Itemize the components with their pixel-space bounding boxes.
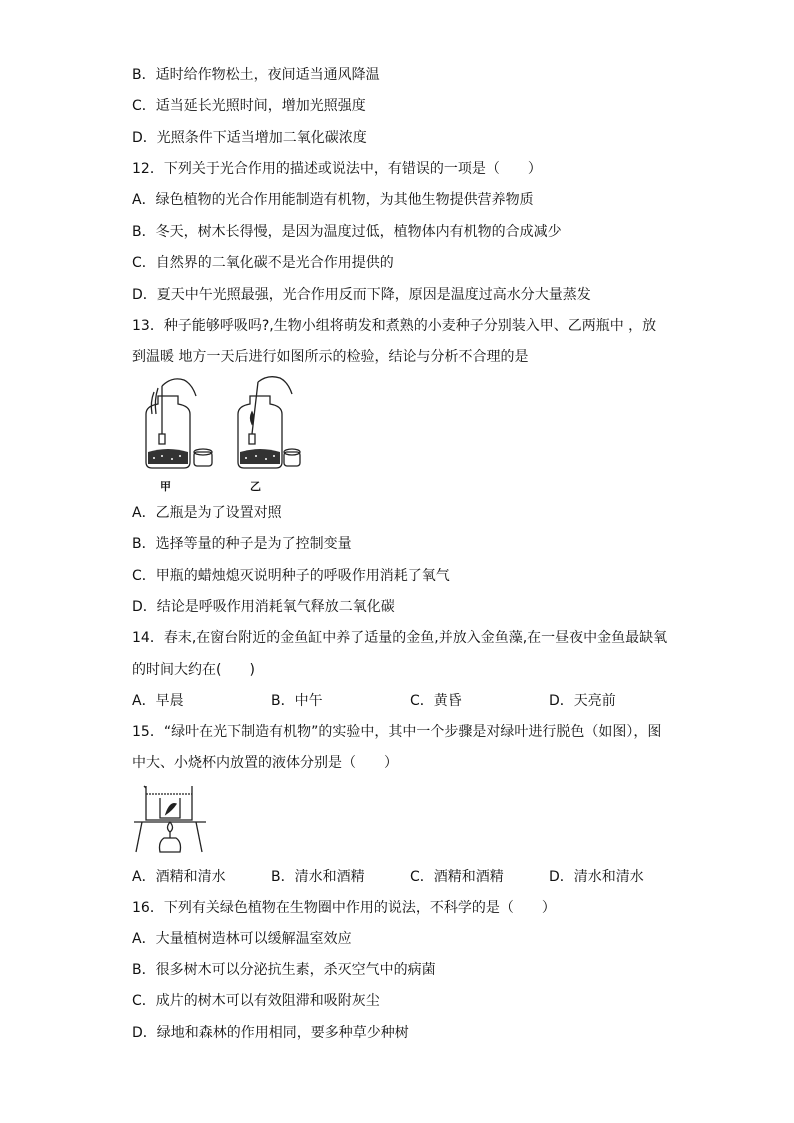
q14-stem-line1: 14．春末,在窗台附近的金鱼缸中养了适量的金鱼,并放入金鱼藻,在一昼夜中金鱼最缺氧 (132, 630, 668, 646)
q11-option-c: C．适当延长光照时间，增加光照强度 (132, 98, 366, 114)
q13-option-d: D．结论是呼吸作用消耗氧气释放二氧化碳 (132, 599, 395, 615)
bottle-jia (146, 379, 212, 468)
q16-option-c: C．成片的树木可以有效阻滞和吸附灰尘 (132, 993, 380, 1009)
q15-figure (132, 782, 212, 854)
q14-option-a: A．早晨 (132, 693, 184, 709)
q13-option-a: A．乙瓶是为了设置对照 (132, 505, 282, 521)
q11-option-b: B．适时给作物松土，夜间适当通风降温 (132, 67, 380, 83)
q15-option-b: B．清水和酒精 (271, 869, 365, 885)
q16-option-a: A．大量植树造林可以缓解温室效应 (132, 931, 352, 947)
q14-options (132, 691, 692, 711)
q15-option-d: D．清水和清水 (549, 869, 644, 885)
q12-stem: 12．下列关于光合作用的描述或说法中，有错误的一项是（ ） (132, 161, 542, 177)
q14-stem-line2: 的时间大约在( ) (132, 662, 255, 678)
q16-option-b: B．很多树木可以分泌抗生素，杀灭空气中的病菌 (132, 962, 436, 978)
q12-option-b: B．冬天，树木长得慢，是因为温度过低，植物体内有机物的合成减少 (132, 224, 562, 240)
q13-stem-line2: 到温暖 地方一天后进行如图所示的检验，结论与分析不合理的是 (132, 349, 529, 365)
decolor-beakers-illustration (132, 782, 212, 854)
q14-option-d: D．天亮前 (549, 693, 616, 709)
q16-option-d: D．绿地和森林的作用相同，要多种草少种树 (132, 1025, 409, 1041)
q15-option-a: A．酒精和清水 (132, 869, 226, 885)
q12-option-d: D．夏天中午光照最强，光合作用反而下降，原因是温度过高水分大量蒸发 (132, 287, 591, 303)
figure-label-jia: 甲 (160, 480, 171, 493)
q15-stem-line2: 中大、小烧杯内放置的液体分别是（ ） (132, 755, 398, 771)
q13-option-b: B．选择等量的种子是为了控制变量 (132, 536, 352, 552)
q13-stem-line1: 13．种子能够呼吸吗?,生物小组将萌发和煮熟的小麦种子分别装入甲、乙两瓶中 ，放 (132, 318, 657, 334)
q12-option-a: A．绿色植物的光合作用能制造有机物，为其他生物提供营养物质 (132, 192, 534, 208)
q15-option-c: C．酒精和酒精 (410, 869, 504, 885)
q16-stem: 16．下列有关绿色植物在生物圈中作用的说法，不科学的是（ ） (132, 900, 556, 916)
q14-option-b: B．中午 (271, 693, 323, 709)
q14-option-c: C．黄昏 (410, 693, 462, 709)
seed-bottles-illustration (132, 374, 302, 474)
q11-option-d: D．光照条件下适当增加二氧化碳浓度 (132, 130, 367, 146)
bottle-yi (238, 377, 300, 468)
q13-option-c: C．甲瓶的蜡烛熄灭说明种子的呼吸作用消耗了氧气 (132, 568, 450, 584)
figure-label-yi: 乙 (250, 480, 261, 493)
q15-options (132, 867, 692, 887)
q13-figure (132, 374, 302, 494)
q12-option-c: C．自然界的二氧化碳不是光合作用提供的 (132, 255, 394, 271)
q15-stem-line1: 15．“绿叶在光下制造有机物”的实验中，其中一个步骤是对绿叶进行脱色（如图），图 (132, 724, 662, 740)
